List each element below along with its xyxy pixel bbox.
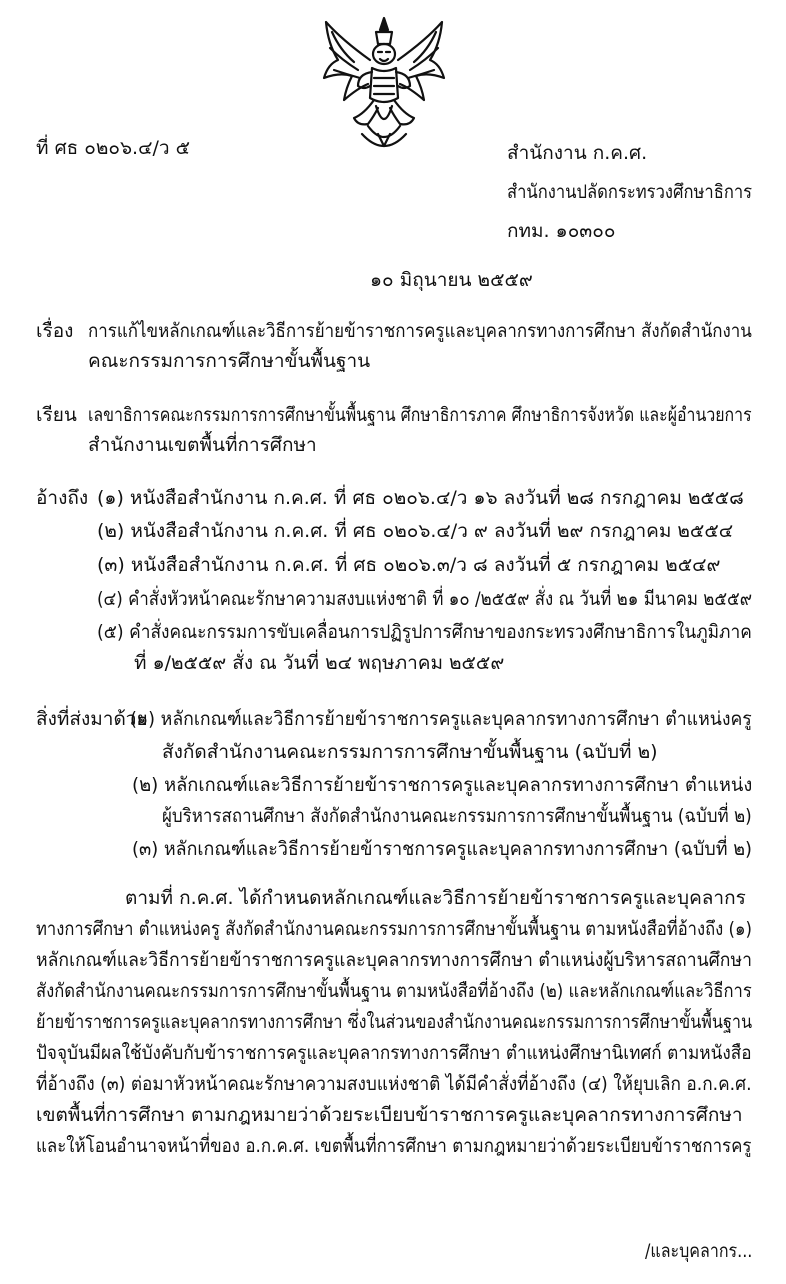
body-line: ที่อ้างถึง (๓) ต่อมาหัวหน้าคณะรักษาความสงบแห่งชาติ ได้มีคำสั่งที่อ้างถึง (๔) ให้ยุบเลิก อ.ก.ค.ศ. [36,1073,752,1095]
enclosures-label: สิ่งที่ส่งมาด้วย [36,708,148,730]
body-line: หลักเกณฑ์และวิธีการย้ายข้าราชการครูและบุคลากรทางการศึกษา ตำแหน่งผู้บริหารสถานศึกษา [36,949,752,971]
body-line: ปัจจุบันมีผลใช้บังคับกับข้าราชการครูและบุคลากรทางการศึกษา ตำแหน่งศึกษานิเทศก์ ตามหนังสือ [36,1042,752,1064]
enclosure-item: (๓) หลักเกณฑ์และวิธีการย้ายข้าราชการครูและบุคลากรทางการศึกษา (ฉบับที่ ๒) [132,838,752,860]
sender-office-line-1: สำนักงาน ก.ค.ศ. [507,142,648,164]
body-line: และให้โอนอำนาจหน้าที่ของ อ.ก.ค.ศ. เขตพื้นที่การศึกษา ตามกฎหมายว่าด้วยระเบียบข้าราชการครู [36,1135,752,1157]
enclosure-item: (๒) หลักเกณฑ์และวิธีการย้ายข้าราชการครูและบุคลากรทางการศึกษา ตำแหน่ง [132,774,753,796]
sender-office-line-2: สำนักงานปลัดกระทรวงศึกษาธิการ [507,181,753,203]
body-line: ทางการศึกษา ตำแหน่งครู สังกัดสำนักงานคณะกรรมการการศึกษาขั้นพื้นฐาน ตามหนังสือที่อ้างถึง (๑) [36,918,752,940]
subject-label: เรื่อง [36,320,74,342]
body-line: เขตพื้นที่การศึกษา ตามกฎหมายว่าด้วยระเบียบข้าราชการครูและบุคลากรทางการศึกษา [36,1104,743,1126]
document-date: ๑๐ มิถุนายน ๒๕๕๙ [370,269,533,291]
recipient-label: เรียน [36,404,77,426]
reference-item: (๒) หนังสือสำนักงาน ก.ค.ศ. ที่ ศธ ๐๒๐๖.๔/ว ๙ ลงวันที่ ๒๙ กรกฎาคม ๒๕๕๔ [97,520,734,542]
garuda-emblem-icon [318,14,450,160]
enclosure-item: (๑) หลักเกณฑ์และวิธีการย้ายข้าราชการครูและบุคลากรทางการศึกษา ตำแหน่งครู [130,708,752,730]
reference-item: (๑) หนังสือสำนักงาน ก.ค.ศ. ที่ ศธ ๐๒๐๖.๔/ว ๑๖ ลงวันที่ ๒๘ กรกฎาคม ๒๕๕๘ [97,487,744,509]
enclosure-item-continuation: ผู้บริหารสถานศึกษา สังกัดสำนักงานคณะกรรมการการศึกษาขั้นพื้นฐาน (ฉบับที่ ๒) [162,805,752,827]
reference-item: (๔) คำสั่งหัวหน้าคณะรักษาความสงบแห่งชาติ ที่ ๑๐ /๒๕๕๙ สั่ง ณ วันที่ ๒๑ มีนาคม ๒๕๕๙ [97,588,753,610]
reference-item-continuation: ที่ ๑/๒๕๕๙ สั่ง ณ วันที่ ๒๔ พฤษภาคม ๒๕๕๙ [134,652,505,674]
reference-item: (๓) หนังสือสำนักงาน ก.ค.ศ. ที่ ศธ ๐๒๐๖.๓/ว ๘ ลงวันที่ ๕ กรกฎาคม ๒๕๔๙ [97,554,721,576]
page-continuation-marker: /และบุคลากร... [645,1240,753,1262]
sender-address: กทม. ๑๐๓๐๐ [507,220,616,242]
enclosure-item-continuation: สังกัดสำนักงานคณะกรรมการการศึกษาขั้นพื้นฐาน (ฉบับที่ ๒) [162,741,658,763]
recipient-line-1: เลขาธิการคณะกรรมการการศึกษาขั้นพื้นฐาน ศึกษาธิการภาค ศึกษาธิการจังหวัด และผู้อำนวยการ [88,404,752,426]
references-label: อ้างถึง [36,487,89,509]
document-reference-number: ที่ ศธ ๐๒๐๖.๔/ว ๕ [36,137,190,159]
reference-item: (๕) คำสั่งคณะกรรมการขับเคลื่อนการปฏิรูปการศึกษาของกระทรวงศึกษาธิการในภูมิภาค [97,621,752,643]
body-line: สังกัดสำนักงานคณะกรรมการการศึกษาขั้นพื้นฐาน ตามหนังสือที่อ้างถึง (๒) และหลักเกณฑ์และวิธีการ [36,980,752,1002]
subject-line-1: การแก้ไขหลักเกณฑ์และวิธีการย้ายข้าราชการครูและบุคลากรทางการศึกษา สังกัดสำนักงาน [88,320,752,342]
recipient-line-2: สำนักงานเขตพื้นที่การศึกษา [88,434,317,456]
subject-line-2: คณะกรรมการการศึกษาขั้นพื้นฐาน [88,350,371,372]
body-line: ย้ายข้าราชการครูและบุคลากรทางการศึกษา ซึ่งในส่วนของสำนักงานคณะกรรมการการศึกษาขั้นพื้นฐาน [36,1011,753,1033]
body-line: ตามที่ ก.ค.ศ. ได้กำหนดหลักเกณฑ์และวิธีการย้ายข้าราชการครูและบุคลากร [125,887,746,909]
